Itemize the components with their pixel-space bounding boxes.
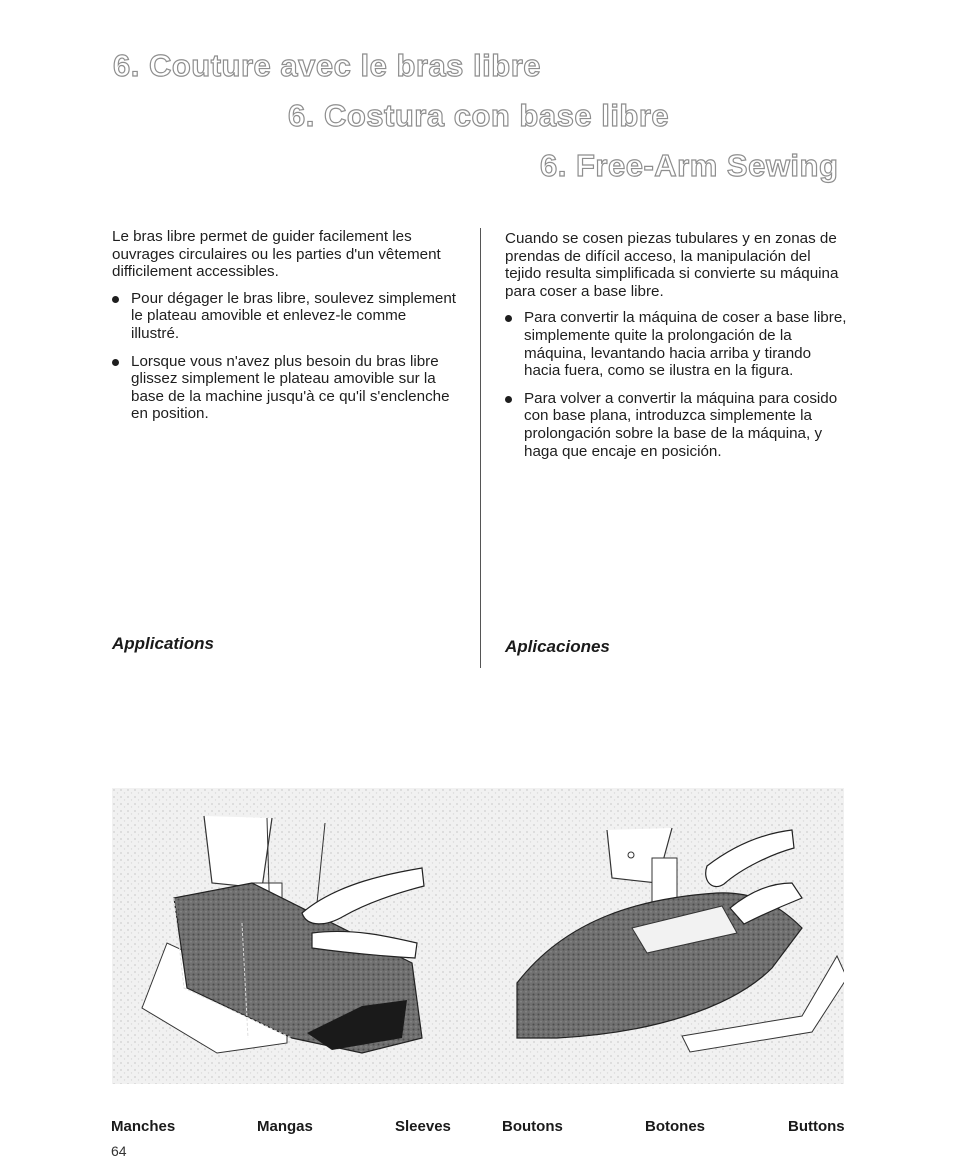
french-intro: Le bras libre permet de guider facilement les ouvrages circulaires ou les parties d'un vêtement difficilement accessibles. (112, 228, 441, 281)
french-bullet-item (112, 353, 458, 423)
bullet-dot-icon (112, 296, 119, 303)
applications-heading-french: Applications (112, 634, 215, 653)
bullet-dot-icon (505, 315, 512, 322)
french-bullet-list (112, 290, 458, 423)
spanish-bullet-item (505, 390, 848, 460)
bullet-dot-icon (112, 359, 119, 366)
free-arm-sewing-illustration (112, 788, 844, 1084)
french-column (112, 228, 458, 433)
spanish-bullet-item (505, 309, 848, 379)
french-bullet-text: Lorsque vous n'avez plus besoin du bras libre glissez simplement le plateau amovible sur la base de la machine jusqu'à ce qu'il s'enclenche en position. (131, 352, 450, 423)
caption-manches: Manches (111, 1118, 176, 1135)
french-bullet-text: Pour dégager le bras libre, soulevez simplement le plateau amovible et enlevez-le comme illustré. (131, 289, 457, 342)
column-divider (480, 228, 481, 668)
french-bullet-item (112, 290, 458, 343)
applications-heading-spanish: Aplicaciones (505, 637, 610, 656)
bullet-dot-icon (505, 396, 512, 403)
caption-buttons: Buttons (788, 1118, 845, 1135)
title-english: 6. Free-Arm Sewing (540, 148, 839, 183)
spanish-intro: Cuando se cosen piezas tubulares y en zonas de prendas de difícil acceso, la manipulación del tejido resulta simplificada si convierte su máquina para coser a base libre. (505, 230, 839, 300)
caption-boutons: Boutons (502, 1118, 563, 1135)
title-french: 6. Couture avec le bras libre (113, 48, 542, 83)
spanish-bullet-list (505, 309, 848, 460)
caption-mangas: Mangas (257, 1118, 313, 1135)
caption-sleeves: Sleeves (395, 1118, 451, 1135)
caption-botones: Botones (645, 1118, 705, 1135)
spanish-bullet-text: Para volver a convertir la máquina para cosido con base plana, introduzca simplemente la prolongación sobre la base de la máquina, y haga que encaje en posición. (524, 389, 838, 460)
spanish-column (505, 230, 848, 470)
spanish-bullet-text: Para convertir la máquina de coser a base libre, simplemente quite la prolongación de la máquina, levantando hacia arriba y tirando hacia fuera, como se ilustra en la figura. (524, 309, 847, 380)
page-number: 64 (111, 1143, 127, 1159)
title-spanish: 6. Costura con base libre (288, 98, 670, 133)
